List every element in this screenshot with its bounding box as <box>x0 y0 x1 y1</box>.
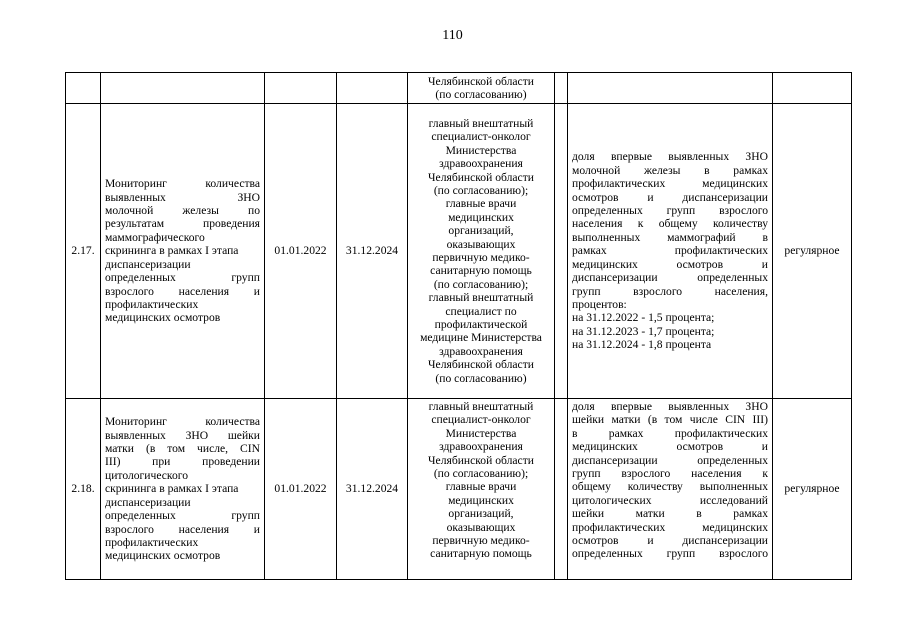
text-line: первичную медико- <box>432 251 530 264</box>
text-line: взрослого населения и <box>105 522 260 536</box>
text-line: диспансеризации определенных <box>572 453 768 467</box>
text-line: Челябинской области <box>428 170 534 184</box>
text-line: медицинских осмотров <box>105 311 221 325</box>
text-line: главные врачи <box>445 480 517 494</box>
text-line: выявленных ЗНО шейки <box>105 428 260 442</box>
text-line: диспансеризации <box>105 257 191 271</box>
start-date-cell <box>265 73 337 104</box>
text-line: маммографического <box>105 230 205 244</box>
text-line: медицинских осмотров <box>105 549 221 563</box>
text-line: главный внештатный <box>428 400 534 413</box>
table-row <box>66 73 852 104</box>
text-line: взрослого населения и <box>105 284 260 298</box>
text-line: скрининга в рамках I этапа <box>105 482 239 496</box>
text-line: первичную медико- <box>432 534 530 548</box>
end-date: 31.12.2024 <box>337 399 408 580</box>
text-line: медицине Министерства <box>420 331 542 345</box>
text-line: профилактической <box>434 318 528 332</box>
text-line: Челябинской области <box>428 358 534 372</box>
end-date-cell <box>337 73 408 104</box>
text-line: медицинских <box>448 210 514 224</box>
responsible-executors <box>408 104 555 399</box>
text-line: (по согласованию) <box>435 88 527 101</box>
text-line: здравоохранения <box>439 440 523 454</box>
measures-table <box>65 72 852 580</box>
text-line: процентов: <box>572 297 627 311</box>
text-line: Челябинской области <box>428 74 534 88</box>
spacer-cell <box>555 73 568 104</box>
text-line: шейки матки (в том числе CIN III) <box>572 413 768 427</box>
row-number: 2.18. <box>66 399 101 580</box>
text-line: санитарную помощь <box>430 547 532 561</box>
text-line: организаций, <box>448 507 514 521</box>
indicator-cell <box>568 73 773 104</box>
text-line: диспансеризации определенных <box>572 271 768 285</box>
text-line: на 31.12.2024 - 1,8 процента <box>572 338 712 352</box>
text-line: молочной железы по <box>105 204 260 218</box>
text-line: цитологических исследований <box>572 493 768 507</box>
text-line: (по согласованию); <box>433 183 529 197</box>
regularity-cell <box>773 73 852 104</box>
text-line: Министерства <box>445 143 517 157</box>
text-line: определенных групп взрослого <box>572 547 768 561</box>
text-line: специалист по <box>445 304 517 318</box>
text-line: доля впервые выявленных ЗНО <box>572 150 768 164</box>
page-number: 110 <box>442 28 463 43</box>
regularity: регулярное <box>773 104 852 399</box>
text-line: санитарную помощь <box>430 264 532 278</box>
text-line: Челябинской области <box>428 453 534 467</box>
text-line: Мониторинг количества <box>105 415 260 429</box>
text-line: диспансеризации <box>105 495 191 509</box>
text-line: результатам проведения <box>105 217 260 231</box>
text-line: (по согласованию); <box>433 277 529 291</box>
row-number: 2.17. <box>66 104 101 399</box>
text-line: определенных групп <box>105 509 260 523</box>
text-line: осмотров и диспансеризации <box>572 534 768 548</box>
text-line: (по согласованию); <box>433 467 529 481</box>
spacer-cell <box>555 104 568 399</box>
responsible-cell <box>408 73 555 104</box>
text-line: шейки матки в рамках <box>572 507 768 521</box>
indicator-description <box>568 399 773 580</box>
text-line: рамках профилактических <box>572 244 768 258</box>
text-line: (по согласованию) <box>435 371 527 385</box>
text-line: специалист-онколог <box>431 413 531 427</box>
responsible-executors <box>408 399 555 580</box>
text-line: доля впервые выявленных ЗНО <box>572 400 768 413</box>
text-line: специалист-онколог <box>431 130 531 144</box>
text-line: матки (в том числе, CIN <box>105 442 260 456</box>
text-line: оказывающих <box>446 237 516 251</box>
text-line: населения к общему количеству <box>572 217 768 231</box>
text-line: профилактических <box>105 297 199 311</box>
text-line: цитологического <box>105 468 189 482</box>
text-line: выявленных ЗНО <box>105 190 260 204</box>
text-line: определенных групп <box>105 271 260 285</box>
text-line: медицинских <box>448 493 514 507</box>
text-line: организаций, <box>448 224 514 238</box>
desc-cell <box>101 73 265 104</box>
table-row <box>66 399 852 580</box>
text-line: главный внештатный <box>428 116 534 130</box>
text-line: профилактических медицинских <box>572 520 768 534</box>
table-row <box>66 104 852 399</box>
indicator-description <box>568 104 773 399</box>
end-date: 31.12.2024 <box>337 104 408 399</box>
start-date: 01.01.2022 <box>265 104 337 399</box>
text-line: медицинских осмотров и <box>572 440 768 454</box>
text-line: общему количеству выполненных <box>572 480 768 494</box>
text-line: медицинских осмотров и <box>572 257 768 271</box>
text-line: профилактических медицинских <box>572 177 768 191</box>
text-line: профилактических <box>105 535 199 549</box>
text-line: на 31.12.2022 - 1,5 процента; <box>572 311 715 325</box>
num-cell <box>66 73 101 104</box>
text-line: главный внештатный <box>428 291 534 305</box>
regularity: регулярное <box>773 399 852 580</box>
text-line: на 31.12.2023 - 1,7 процента; <box>572 324 715 338</box>
text-line: здравоохранения <box>439 344 523 358</box>
measure-description <box>101 104 265 399</box>
text-line: в рамках профилактических <box>572 426 768 440</box>
start-date: 01.01.2022 <box>265 399 337 580</box>
spacer-cell <box>555 399 568 580</box>
text-line: групп взрослого населения к <box>572 467 768 481</box>
text-line: оказывающих <box>446 520 516 534</box>
text-line: главные врачи <box>445 197 517 211</box>
text-line: определенных групп взрослого <box>572 204 768 218</box>
text-line: выполненных маммографий в <box>572 230 768 244</box>
text-line: скрининга в рамках I этапа <box>105 244 239 258</box>
text-line: осмотров и диспансеризации <box>572 190 768 204</box>
text-line: молочной железы в рамках <box>572 163 768 177</box>
text-line: здравоохранения <box>439 157 523 171</box>
text-line: III) при проведении <box>105 455 260 469</box>
text-line: Мониторинг количества <box>105 177 260 191</box>
measure-description <box>101 399 265 580</box>
text-line: групп взрослого населения, <box>572 284 768 298</box>
text-line: Министерства <box>445 426 517 440</box>
